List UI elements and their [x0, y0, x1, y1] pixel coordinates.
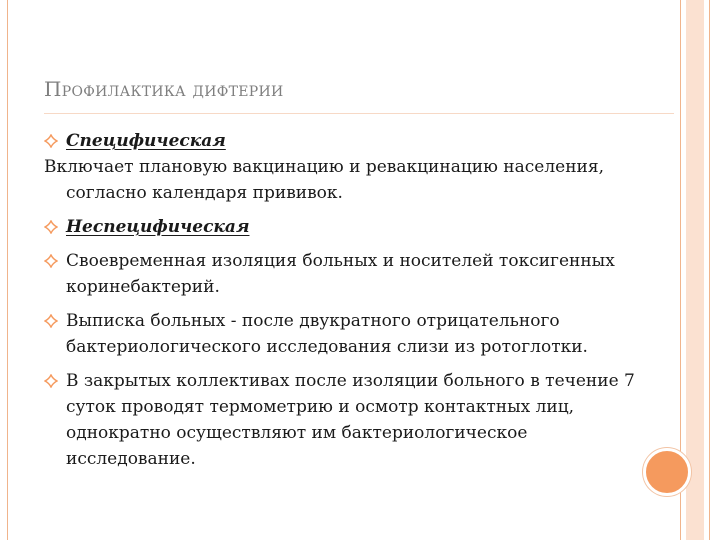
- list-item-closed-groups: [44, 368, 644, 472]
- diamond-flower-bullet-icon: [44, 220, 58, 234]
- list-item-specific: [44, 128, 644, 154]
- slide-frame-right-bar: [686, 0, 704, 540]
- list-item-isolation: [44, 248, 644, 300]
- diamond-flower-bullet-icon: [44, 374, 58, 388]
- list-item-text: Неспецифическая: [66, 217, 250, 237]
- list-item-description: [44, 154, 644, 206]
- diamond-flower-bullet-icon: [44, 254, 58, 268]
- diamond-flower-bullet-icon: [44, 314, 58, 328]
- slide-frame-left-line: [7, 0, 8, 540]
- slide-frame-right-inner-line: [709, 0, 710, 540]
- list-item-text: В закрытых коллективах после изоляции больного в течение 7 суток проводят термометрию и осмотр контактных лиц, однократно осуществляют им бактериологическое исследование.: [66, 371, 635, 469]
- title-divider: [44, 113, 674, 114]
- list-item-text: Своевременная изоляция больных и носителей токсигенных коринебактерий.: [66, 251, 615, 297]
- list-item-discharge: [44, 308, 644, 360]
- list-item-nonspecific: [44, 214, 644, 240]
- list-item-text: Включает плановую вакцинацию и ревакцинацию населения, согласно календаря прививок.: [44, 157, 604, 203]
- list-item-text: Выписка больных - после двукратного отрицательного бактериологического исследования слизи из ротоглотки.: [66, 311, 588, 357]
- list-item-text: Специфическая: [66, 131, 226, 151]
- decorative-circle: [643, 448, 691, 496]
- diamond-flower-bullet-icon: [44, 134, 58, 148]
- slide-title: Профилактика дифтерии: [44, 77, 284, 101]
- slide-content: [44, 128, 644, 472]
